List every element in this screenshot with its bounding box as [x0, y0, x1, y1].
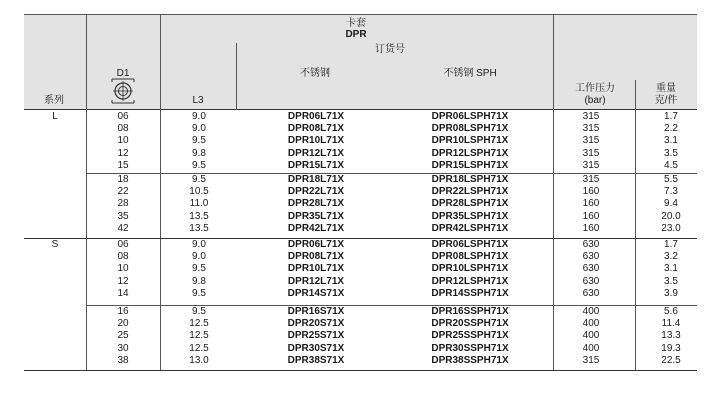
- cell-d1: 06: [117, 111, 129, 122]
- cell-l3: 9.5: [192, 159, 206, 171]
- table-bottom-border: [24, 370, 697, 371]
- cell-d1: 25: [117, 330, 129, 342]
- header-model: DPR: [345, 29, 367, 40]
- header-bottom-border: [24, 109, 697, 110]
- cell-ss: DPR10L71X: [287, 135, 345, 147]
- cell-l3: 12.5: [189, 330, 209, 342]
- header-l3: L3: [192, 95, 204, 106]
- cell-ss: DPR10L71X: [287, 263, 345, 275]
- cell-ss: DPR28L71X: [287, 198, 345, 210]
- cell-ss: DPR30S71X: [287, 342, 345, 354]
- cell-sph: DPR06LSPH71X: [431, 239, 509, 250]
- cell-sph: DPR15LSPH71X: [431, 159, 509, 171]
- cell-sph: DPR30SSPH71X: [431, 342, 509, 354]
- cell-ss: DPR25S71X: [287, 330, 345, 342]
- cell-p: 630: [582, 287, 600, 299]
- cell-d1: 38: [117, 354, 129, 366]
- cell-w: 3.1: [664, 135, 678, 147]
- cell-sph: DPR22LSPH71X: [431, 186, 509, 198]
- cell-p: 630: [582, 263, 600, 275]
- body-divider-series: [86, 110, 87, 370]
- cell-w: 22.5: [661, 354, 681, 366]
- cell-l3: 13.0: [189, 354, 209, 366]
- cell-w: 5.6: [664, 306, 678, 317]
- cell-d1: 30: [117, 342, 129, 354]
- header-divider-series: [86, 14, 87, 110]
- cell-ss: DPR12L71X: [287, 275, 345, 287]
- cell-d1: 08: [117, 251, 129, 263]
- cell-d1: 16: [117, 306, 129, 317]
- cell-sph: DPR42LSPH71X: [431, 222, 509, 234]
- header-weight: 重量: [656, 83, 676, 94]
- cell-sph: DPR14SSPH71X: [431, 287, 509, 299]
- cell-l3: 9.0: [192, 239, 206, 250]
- cell-sph: DPR12LSPH71X: [431, 147, 509, 159]
- cell-d1: 10: [117, 263, 129, 275]
- cell-p: 160: [582, 186, 600, 198]
- cell-ss: DPR06L71X: [287, 239, 345, 250]
- cell-p: 630: [582, 239, 600, 250]
- cell-sph: DPR28LSPH71X: [431, 198, 509, 210]
- header-divider-weight: [635, 80, 636, 110]
- cell-l3: 9.5: [192, 263, 206, 275]
- cell-p: 315: [582, 111, 600, 122]
- cell-sph: DPR18LSPH71X: [431, 174, 509, 185]
- cell-ss: DPR18L71X: [287, 174, 345, 185]
- cell-l3: 12.5: [189, 342, 209, 354]
- cell-w: 20.0: [661, 210, 681, 222]
- cell-l3: 9.5: [192, 174, 206, 185]
- cell-ss: DPR38S71X: [287, 354, 345, 366]
- cell-w: 3.1: [664, 263, 678, 275]
- cell-p: 315: [582, 354, 600, 366]
- cell-ss: DPR22L71X: [287, 186, 345, 198]
- cell-w: 1.7: [664, 239, 678, 250]
- cell-p: 160: [582, 210, 600, 222]
- body-divider-l3: [160, 110, 161, 370]
- cell-p: 315: [582, 135, 600, 147]
- cell-l3: 10.5: [189, 186, 209, 198]
- cell-d1: 15: [117, 159, 129, 171]
- cell-l3: 9.8: [192, 147, 206, 159]
- top-border: [24, 14, 697, 15]
- cell-l3: 9.8: [192, 275, 206, 287]
- cell-p: 400: [582, 342, 600, 354]
- header-weight-unit: 克/件: [654, 95, 678, 106]
- cell-p: 160: [582, 222, 600, 234]
- cell-p: 400: [582, 330, 600, 342]
- header-pressure-unit: (bar): [584, 95, 606, 106]
- cell-w: 2.2: [664, 123, 678, 135]
- cell-w: 1.7: [664, 111, 678, 122]
- cell-w: 19.3: [661, 342, 681, 354]
- cell-d1: 18: [117, 174, 129, 185]
- header-d1: D1: [116, 68, 130, 79]
- header-order-no: 订货号: [375, 44, 405, 55]
- cell-ss: DPR20S71X: [287, 318, 345, 330]
- cell-w: 3.9: [664, 287, 678, 299]
- cell-sph: DPR08LSPH71X: [431, 123, 509, 135]
- cell-l3: 12.5: [189, 318, 209, 330]
- cell-p: 630: [582, 251, 600, 263]
- cell-d1: 06: [117, 239, 129, 250]
- cell-d1: 20: [117, 318, 129, 330]
- cell-w: 7.3: [664, 186, 678, 198]
- cell-sph: DPR16SSPH71X: [431, 306, 509, 317]
- cell-l3: 9.5: [192, 287, 206, 299]
- cell-p: 160: [582, 198, 600, 210]
- cell-ss: DPR15L71X: [287, 159, 345, 171]
- cell-sph: DPR35LSPH71X: [431, 210, 509, 222]
- cell-w: 23.0: [661, 222, 681, 234]
- cell-w: 3.2: [664, 251, 678, 263]
- cell-d1: 14: [117, 287, 129, 299]
- cell-w: 13.3: [661, 330, 681, 342]
- cell-d1: 12: [117, 147, 129, 159]
- cell-ss: DPR16S71X: [287, 306, 345, 317]
- cell-l3: 9.0: [192, 111, 206, 122]
- header-stainless-sph: 不锈钢 SPH: [443, 68, 497, 79]
- cell-p: 630: [582, 275, 600, 287]
- cell-w: 4.5: [664, 159, 678, 171]
- cell-p: 315: [582, 174, 600, 185]
- header-divider-pressure: [553, 14, 554, 110]
- cell-d1: 10: [117, 135, 129, 147]
- cell-p: 400: [582, 318, 600, 330]
- cell-ss: DPR35L71X: [287, 210, 345, 222]
- cell-l3: 9.5: [192, 135, 206, 147]
- body-divider-weight: [635, 110, 636, 370]
- cell-l3: 9.0: [192, 251, 206, 263]
- cell-p: 400: [582, 306, 600, 317]
- header-stainless: 不锈钢: [300, 68, 330, 79]
- cell-sph: DPR10LSPH71X: [431, 135, 509, 147]
- cell-sph: DPR10LSPH71X: [431, 263, 509, 275]
- cell-p: 315: [582, 159, 600, 171]
- cell-d1: 42: [117, 222, 129, 234]
- cell-sph: DPR12LSPH71X: [431, 275, 509, 287]
- cell-ss: DPR08L71X: [287, 251, 345, 263]
- cell-p: 315: [582, 123, 600, 135]
- cell-ss: DPR06L71X: [287, 111, 345, 122]
- header-pressure: 工作压力: [575, 83, 615, 94]
- cell-sph: DPR08LSPH71X: [431, 251, 509, 263]
- cell-sph: DPR20SSPH71X: [431, 318, 509, 330]
- d1-diameter-symbol-icon: [110, 78, 136, 104]
- cell-l3: 9.0: [192, 123, 206, 135]
- cell-sph: DPR25SSPH71X: [431, 330, 509, 342]
- cell-ss: DPR12L71X: [287, 147, 345, 159]
- cell-ss: DPR08L71X: [287, 123, 345, 135]
- cell-l3: 13.5: [189, 222, 209, 234]
- cell-w: 5.5: [664, 174, 678, 185]
- cell-w: 3.5: [664, 147, 678, 159]
- cell-l3: 13.5: [189, 210, 209, 222]
- cell-w: 9.4: [664, 198, 678, 210]
- cell-d1: 12: [117, 275, 129, 287]
- cell-l3: 11.0: [189, 198, 209, 210]
- cell-sph: DPR06LSPH71X: [431, 111, 509, 122]
- body-divider-pressure: [553, 110, 554, 370]
- cell-w: 3.5: [664, 275, 678, 287]
- header-fitting: 卡套: [346, 18, 366, 29]
- cell-d1: 35: [117, 210, 129, 222]
- cell-w: 11.4: [661, 318, 681, 330]
- series-label: L: [52, 111, 58, 122]
- header-divider-l3: [160, 14, 161, 110]
- cell-sph: DPR38SSPH71X: [431, 354, 509, 366]
- cell-l3: 9.5: [192, 306, 206, 317]
- cell-ss: DPR42L71X: [287, 222, 345, 234]
- cell-d1: 28: [117, 198, 129, 210]
- cell-d1: 08: [117, 123, 129, 135]
- header-divider-order: [236, 43, 237, 110]
- cell-p: 315: [582, 147, 600, 159]
- cell-ss: DPR14S71X: [287, 287, 345, 299]
- header-series: 系列: [44, 95, 64, 106]
- cell-d1: 22: [117, 186, 129, 198]
- series-label: S: [51, 239, 59, 250]
